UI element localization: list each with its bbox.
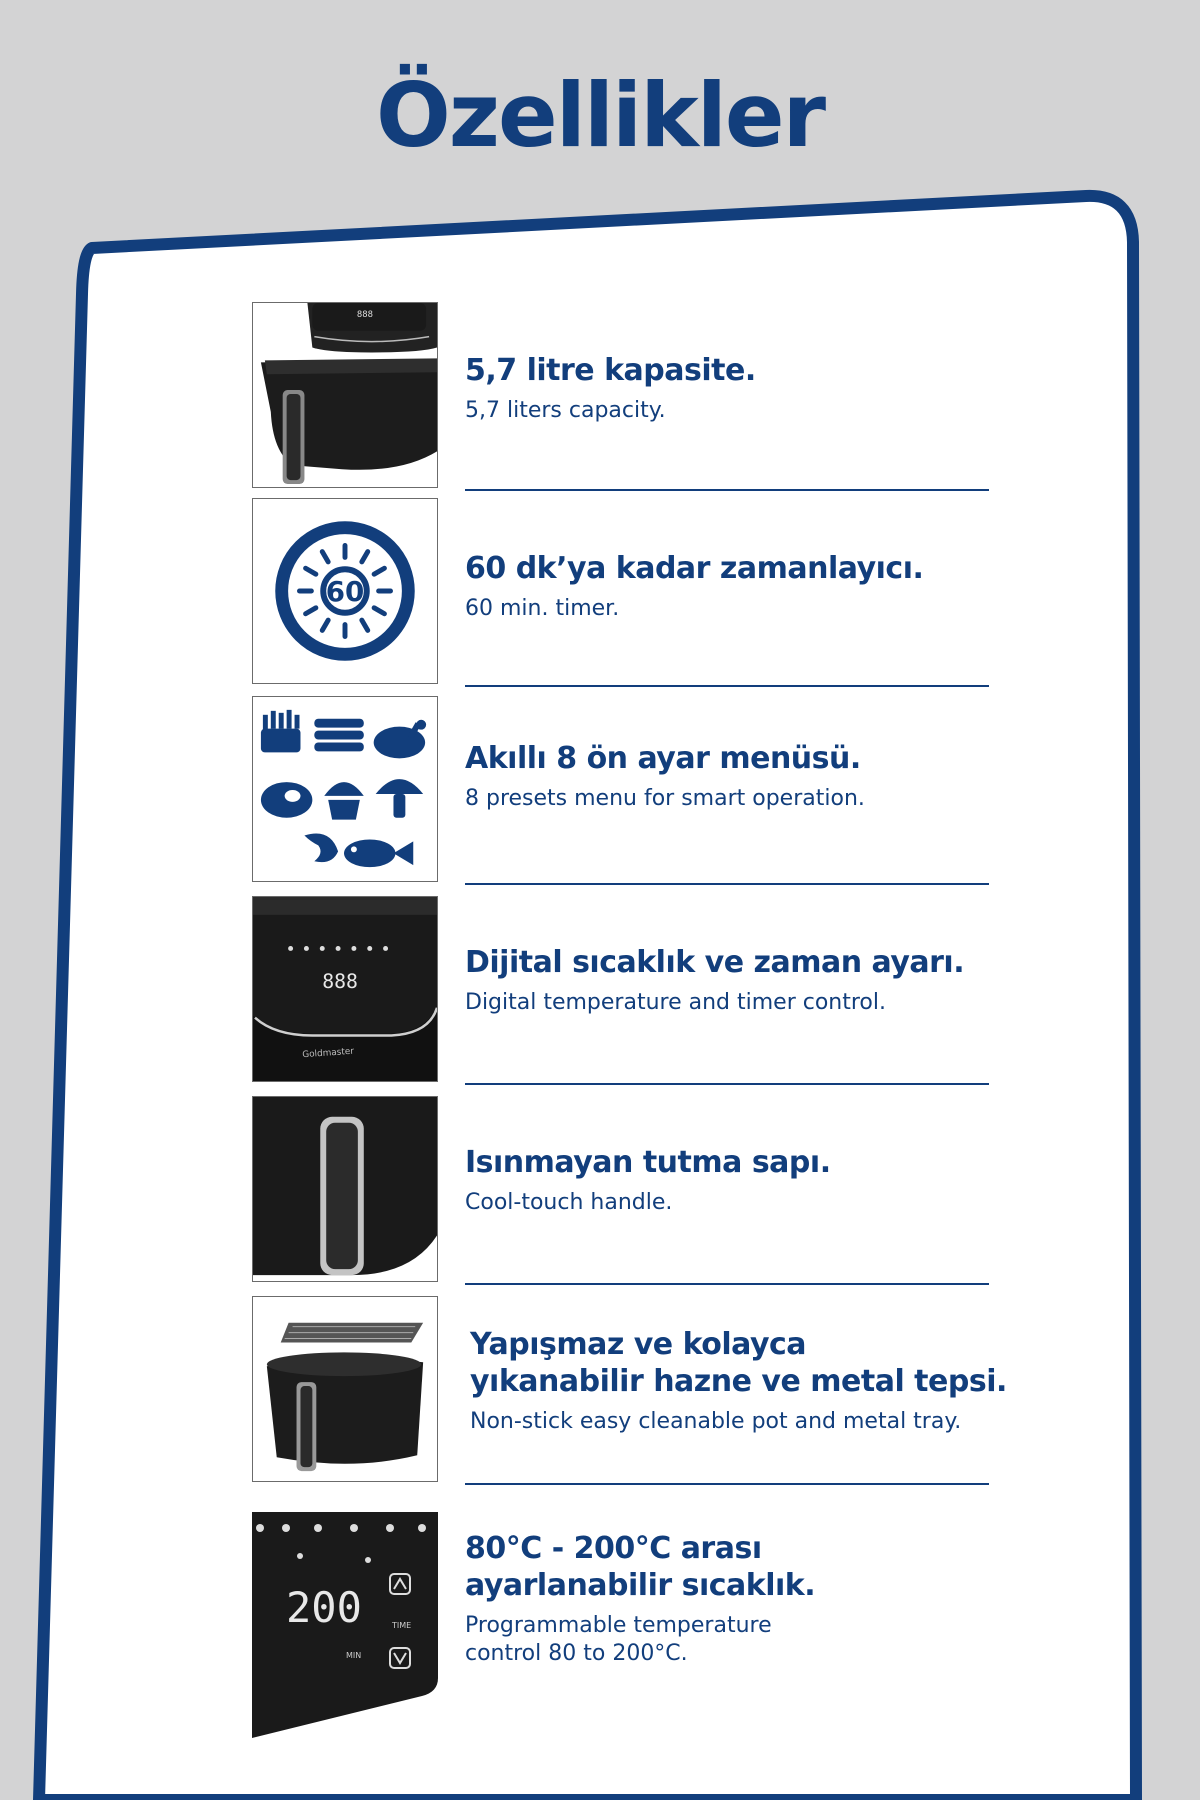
timer-label: 60 xyxy=(325,574,365,608)
feature-subtitle-en-line1: Programmable temperature xyxy=(465,1613,772,1638)
timer-tick xyxy=(362,552,368,562)
shrimp-icon xyxy=(304,834,338,863)
feature-title-tr: Dijital sıcaklık ve zaman ayarı. xyxy=(465,945,965,980)
panel-display: 888 xyxy=(322,970,358,994)
feature-title-tr-line2: yıkanabilir hazne ve metal tepsi. xyxy=(470,1364,1007,1399)
feature-title-tr: 60 dk’ya kadar zamanlayıcı. xyxy=(465,551,924,586)
feature-title-tr-line1: 80°C - 200°C arası xyxy=(465,1531,762,1566)
timer-tick xyxy=(306,608,316,614)
feature-row-handle xyxy=(252,1096,1012,1284)
steak-icon xyxy=(261,782,312,818)
timer-tick xyxy=(306,568,316,574)
feature-subtitle-en: Non-stick easy cleanable pot and metal tray. xyxy=(470,1409,962,1434)
fish-icon xyxy=(344,839,413,867)
feature-subtitle-en: Cool-touch handle. xyxy=(465,1190,673,1215)
feature-row-nonstick xyxy=(252,1296,1012,1484)
page-title: Özellikler xyxy=(376,64,824,167)
feature-title-tr: Isınmayan tutma sapı. xyxy=(465,1145,831,1180)
fries-icon xyxy=(261,710,301,753)
divider xyxy=(465,489,989,491)
timer-tick xyxy=(374,608,384,614)
feature-subtitle-en-line2: control 80 to 200°C. xyxy=(465,1641,688,1666)
air-fryer-basket-image xyxy=(252,302,438,488)
feature-subtitle-en: 60 min. timer. xyxy=(465,596,620,621)
temperature-display: 200 xyxy=(286,1583,362,1632)
bacon-icon xyxy=(314,719,363,752)
food-presets-icon xyxy=(252,696,438,882)
feature-title-tr-line2: ayarlanabilir sıcaklık. xyxy=(465,1568,816,1603)
feature-row-temperature xyxy=(252,1512,1012,1700)
feature-subtitle-en: Digital temperature and timer control. xyxy=(465,990,886,1015)
brand-logo: Goldmaster xyxy=(301,1046,355,1061)
basket-and-tray-image xyxy=(252,1296,438,1482)
temperature-panel-image xyxy=(252,1512,438,1740)
timer-tick xyxy=(322,552,328,562)
feature-subtitle-en: 5,7 liters capacity. xyxy=(465,398,666,423)
feature-row-timer xyxy=(252,498,1012,686)
digital-panel-image xyxy=(252,896,438,1082)
timer-tick xyxy=(374,568,384,574)
feature-title-tr-line1: Yapışmaz ve kolayca xyxy=(470,1327,807,1362)
min-label: MIN xyxy=(346,1651,362,1660)
chicken-icon xyxy=(374,720,426,759)
divider xyxy=(465,1483,989,1485)
timer-tick xyxy=(362,620,368,630)
capacity-display: 888 xyxy=(356,309,373,320)
feature-row-digital-control xyxy=(252,896,1012,1084)
muffin-icon xyxy=(324,782,364,820)
timer-60-icon xyxy=(252,498,438,684)
divider xyxy=(465,1283,989,1285)
timer-tick xyxy=(322,620,328,630)
time-label: TIME xyxy=(392,1621,412,1630)
feature-row-capacity xyxy=(252,302,1012,490)
divider xyxy=(465,1083,989,1085)
mushroom-icon xyxy=(376,779,423,818)
feature-row-presets xyxy=(252,696,1012,884)
feature-title-tr: 5,7 litre kapasite. xyxy=(465,353,756,388)
feature-subtitle-en: 8 presets menu for smart operation. xyxy=(465,786,865,811)
feature-title-tr: Akıllı 8 ön ayar menüsü. xyxy=(465,741,861,776)
cool-touch-handle-image xyxy=(252,1096,438,1282)
divider xyxy=(465,685,989,687)
divider xyxy=(465,883,989,885)
